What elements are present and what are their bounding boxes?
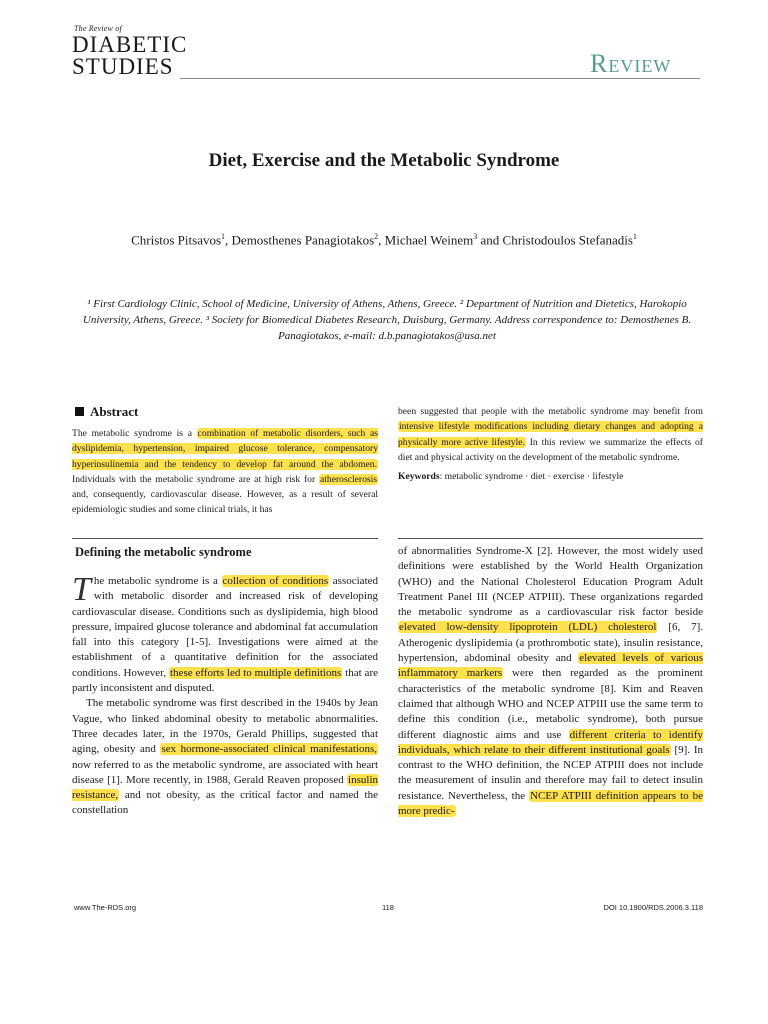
article-title: Diet, Exercise and the Metabolic Syndrome bbox=[208, 150, 560, 171]
journal-name-prefix: The Review of bbox=[74, 24, 122, 33]
highlighted-text: elevated low-density lipoprotein (LDL) cholesterol bbox=[399, 621, 657, 634]
abstract-paragraph-left bbox=[72, 426, 378, 518]
author-affil-mark: 3 bbox=[473, 232, 478, 241]
body-text: [6, 7]. Atherogenic dyslipidemia (a prothrombotic state), insulin resistance, hypertension, abdominal obesity and bbox=[398, 621, 703, 665]
journal-name-line2: STUDIES bbox=[72, 54, 174, 79]
section-heading: Defining the metabolic syndrome bbox=[75, 545, 252, 559]
author-separator: , bbox=[378, 232, 385, 248]
journal-name-line1: DIABETIC bbox=[72, 32, 188, 57]
highlighted-text: NCEP ATPIII definition appears to be more predic- bbox=[398, 789, 703, 818]
column-rule-left bbox=[72, 538, 378, 539]
keywords-text: : metabolic syndrome · diet · exercise · lifestyle bbox=[439, 471, 624, 483]
page-number: 118 bbox=[382, 903, 394, 912]
column-rule-right bbox=[398, 538, 703, 539]
author-affil-mark: 2 bbox=[374, 232, 379, 241]
body-column-left bbox=[72, 571, 379, 819]
footer-website: www.The-RDS.org bbox=[74, 903, 137, 912]
body-text: and not obesity, as the critical factor and named the constellation bbox=[72, 789, 378, 817]
highlighted-text: combination of metabolic disorders, such as dyslipidemia, hypertension, impaired glucose tolerance, compensatory hyperinsulinemia and the tendency to develop fat around the abdomen. bbox=[72, 428, 378, 470]
highlighted-text: elevated levels of various inflammatory markers bbox=[398, 652, 703, 680]
abstract-heading bbox=[75, 404, 138, 420]
body-column-right bbox=[398, 544, 703, 819]
abstract-text: In this review we summarize the effects of diet and physical activity on the development of the metabolic syndrome. bbox=[398, 436, 703, 463]
author-name: Michael Weinem bbox=[384, 232, 474, 248]
keywords-label: Keywords bbox=[398, 471, 440, 483]
highlighted-text: insulin resistance, bbox=[72, 773, 378, 802]
author-separator: , bbox=[225, 232, 232, 248]
author-list bbox=[0, 232, 768, 248]
author-name: Demosthenes Panagiotakos bbox=[231, 232, 375, 248]
body-paragraph bbox=[72, 571, 379, 696]
author-name: Christos Pitsavos bbox=[131, 232, 222, 248]
body-text: now referred to as the metabolic syndrome, are associated with heart disease [1]. More recently, in 1988, Gerald Reaven proposed bbox=[72, 758, 378, 786]
abstract-heading-label: Abstract bbox=[90, 404, 139, 419]
author-separator: and bbox=[477, 232, 503, 248]
body-text: that are partly inconsistent and disputed. bbox=[72, 666, 378, 695]
highlighted-text: intensive lifestyle modifications including dietary changes and adopting a physically more active lifestyle. bbox=[398, 421, 703, 448]
abstract-text: been suggested that people with the metabolic syndrome may benefit from bbox=[398, 406, 703, 417]
author-affil-mark: 1 bbox=[221, 232, 226, 241]
highlighted-text: sex hormone-associated clinical manifestations, bbox=[161, 743, 377, 756]
author-affil-mark: 1 bbox=[632, 232, 637, 241]
body-text: [9]. In contrast to the WHO definition, the NCEP ATPIII does not include the measurement of insulin and therefore may fail to detect insulin resistance. Nevertheless, the bbox=[398, 743, 703, 802]
keywords bbox=[398, 469, 703, 484]
affiliations: ¹ First Cardiology Clinic, School of Medicine, University of Athens, Athens, Greece. ² Department of Nutrition and Dietetics, Harokopio University, Athens, Greece. ³ Society for Biomedical Diabetes Research, Duisburg, Germany. Address correspondence to: Demosthenes B. Panagiotakos, e-mail: d.b.panagiotakos@usa.net bbox=[82, 298, 692, 342]
abstract-paragraph-right bbox=[398, 404, 703, 484]
drop-cap: T bbox=[72, 571, 91, 608]
highlighted-text: collection of conditions bbox=[222, 575, 329, 587]
highlighted-text: these efforts led to multiple definitions bbox=[170, 666, 342, 679]
author-name: Christodoulos Stefanadis bbox=[502, 232, 633, 248]
body-text: he metabolic syndrome is a bbox=[93, 575, 222, 587]
body-paragraph bbox=[72, 696, 378, 818]
footer-doi: DOI 10.1900/RDS.2006.3.118 bbox=[603, 903, 703, 912]
body-text: were then regarded as the prominent characteristics of the metabolic syndrome [8]. Kim and Reaven claimed that although WHO and NCEP ATPIII use the same term to define this condition (i.e., metabolic syndrome), both pursue different diagnostic aims and use bbox=[398, 667, 703, 741]
highlighted-text: atherosclerosis bbox=[319, 473, 377, 485]
body-text: of abnormalities Syndrome-X [2]. However, the most widely used definitions were established by the World Health Organization (WHO) and the National Cholesterol Education Program Adult Treatment Panel III (NCEP ATPIII). These organizations regarded the metabolic syndrome as a cardiovascular risk factor beside bbox=[398, 545, 703, 619]
body-text: associated with metabolic disorder and increased risk of developing cardiovascular disease. Conditions such as dyslipidemia, high blood pressure, impaired glucose tolerance and abdominal fat accumulation fall into this category [1-5]. Investigations were aimed at the establishment of a quantitative definition for the associated conditions. However, bbox=[72, 575, 379, 679]
abstract-text: The metabolic syndrome is a bbox=[72, 428, 197, 439]
body-text: The metabolic syndrome was first described in the 1940s by Jean Vague, who linked abdominal obesity to metabolic abnormalities. Three decades later, in the 1970s, Gerald Phillips, suggested that aging, obesity and bbox=[72, 697, 378, 756]
abstract-text: Individuals with the metabolic syndrome are at high risk for bbox=[72, 473, 319, 485]
abstract-text: and, consequently, cardiovascular disease. However, as a result of several epidemiologic studies and some clinical trials, it has bbox=[72, 489, 378, 516]
section-tag: Review bbox=[590, 49, 672, 78]
highlighted-text: different criteria to identify individuals, which relate to their different institutional goals bbox=[398, 728, 703, 756]
square-bullet-icon bbox=[75, 407, 84, 416]
